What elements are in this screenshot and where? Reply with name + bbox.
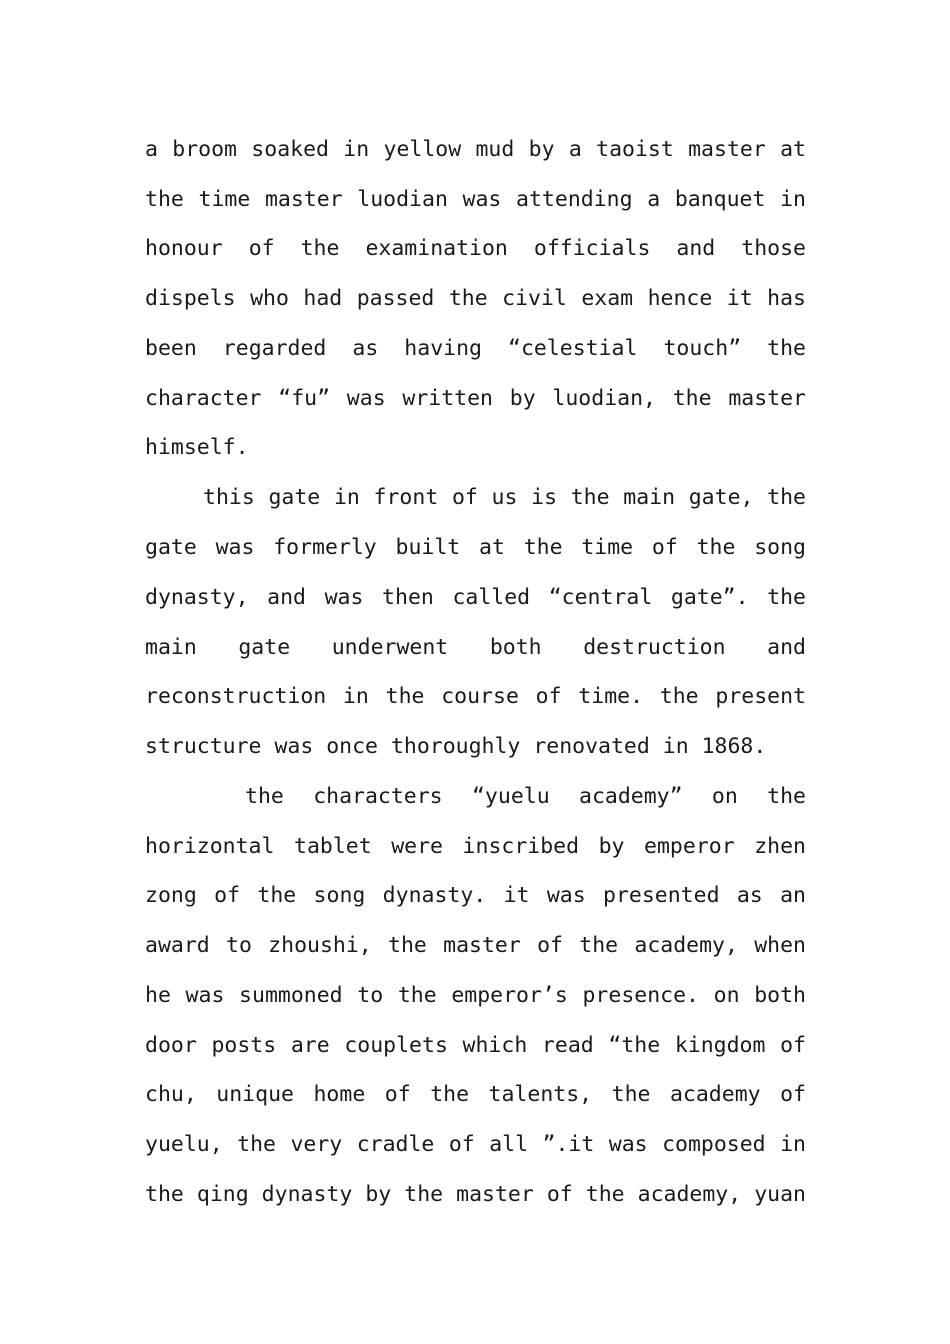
text-line-13: structure was once thoroughly renovated in 1868. bbox=[145, 734, 767, 759]
text-line-14: the characters “yuelu academy” on the bbox=[245, 784, 806, 809]
text-line-18: he was summoned to the emperor’s presence. on both bbox=[145, 983, 806, 1008]
text-line-1: a broom soaked in yellow mud by a taoist master at bbox=[145, 137, 806, 162]
text-line-3: honour of the examination officials and those bbox=[145, 236, 806, 261]
text-line-2: the time master luodian was attending a banquet in bbox=[145, 187, 806, 212]
text-line-7: himself. bbox=[145, 435, 249, 460]
text-line-9: gate was formerly built at the time of the song bbox=[145, 535, 806, 560]
text-line-6: character “fu” was written by luodian, the master bbox=[145, 386, 806, 411]
text-line-20: chu, unique home of the talents, the academy of bbox=[145, 1082, 806, 1107]
text-line-5: been regarded as having “celestial touch” the bbox=[145, 336, 806, 361]
text-line-8: this gate in front of us is the main gate, the bbox=[203, 485, 806, 510]
text-line-16: zong of the song dynasty. it was presented as an bbox=[145, 883, 806, 908]
text-line-17: award to zhoushi, the master of the academy, when bbox=[145, 933, 806, 958]
text-line-19: door posts are couplets which read “the kingdom of bbox=[145, 1033, 806, 1058]
text-line-21: yuelu, the very cradle of all ”.it was composed in bbox=[145, 1132, 806, 1157]
text-line-22: the qing dynasty by the master of the academy, yuan bbox=[145, 1182, 806, 1207]
text-line-11: main gate underwent both destruction and bbox=[145, 635, 806, 660]
text-line-10: dynasty, and was then called “central gate”. the bbox=[145, 585, 806, 610]
text-line-4: dispels who had passed the civil exam hence it has bbox=[145, 286, 806, 311]
text-line-15: horizontal tablet were inscribed by emperor zhen bbox=[145, 834, 806, 859]
text-line-12: reconstruction in the course of time. the present bbox=[145, 684, 806, 709]
